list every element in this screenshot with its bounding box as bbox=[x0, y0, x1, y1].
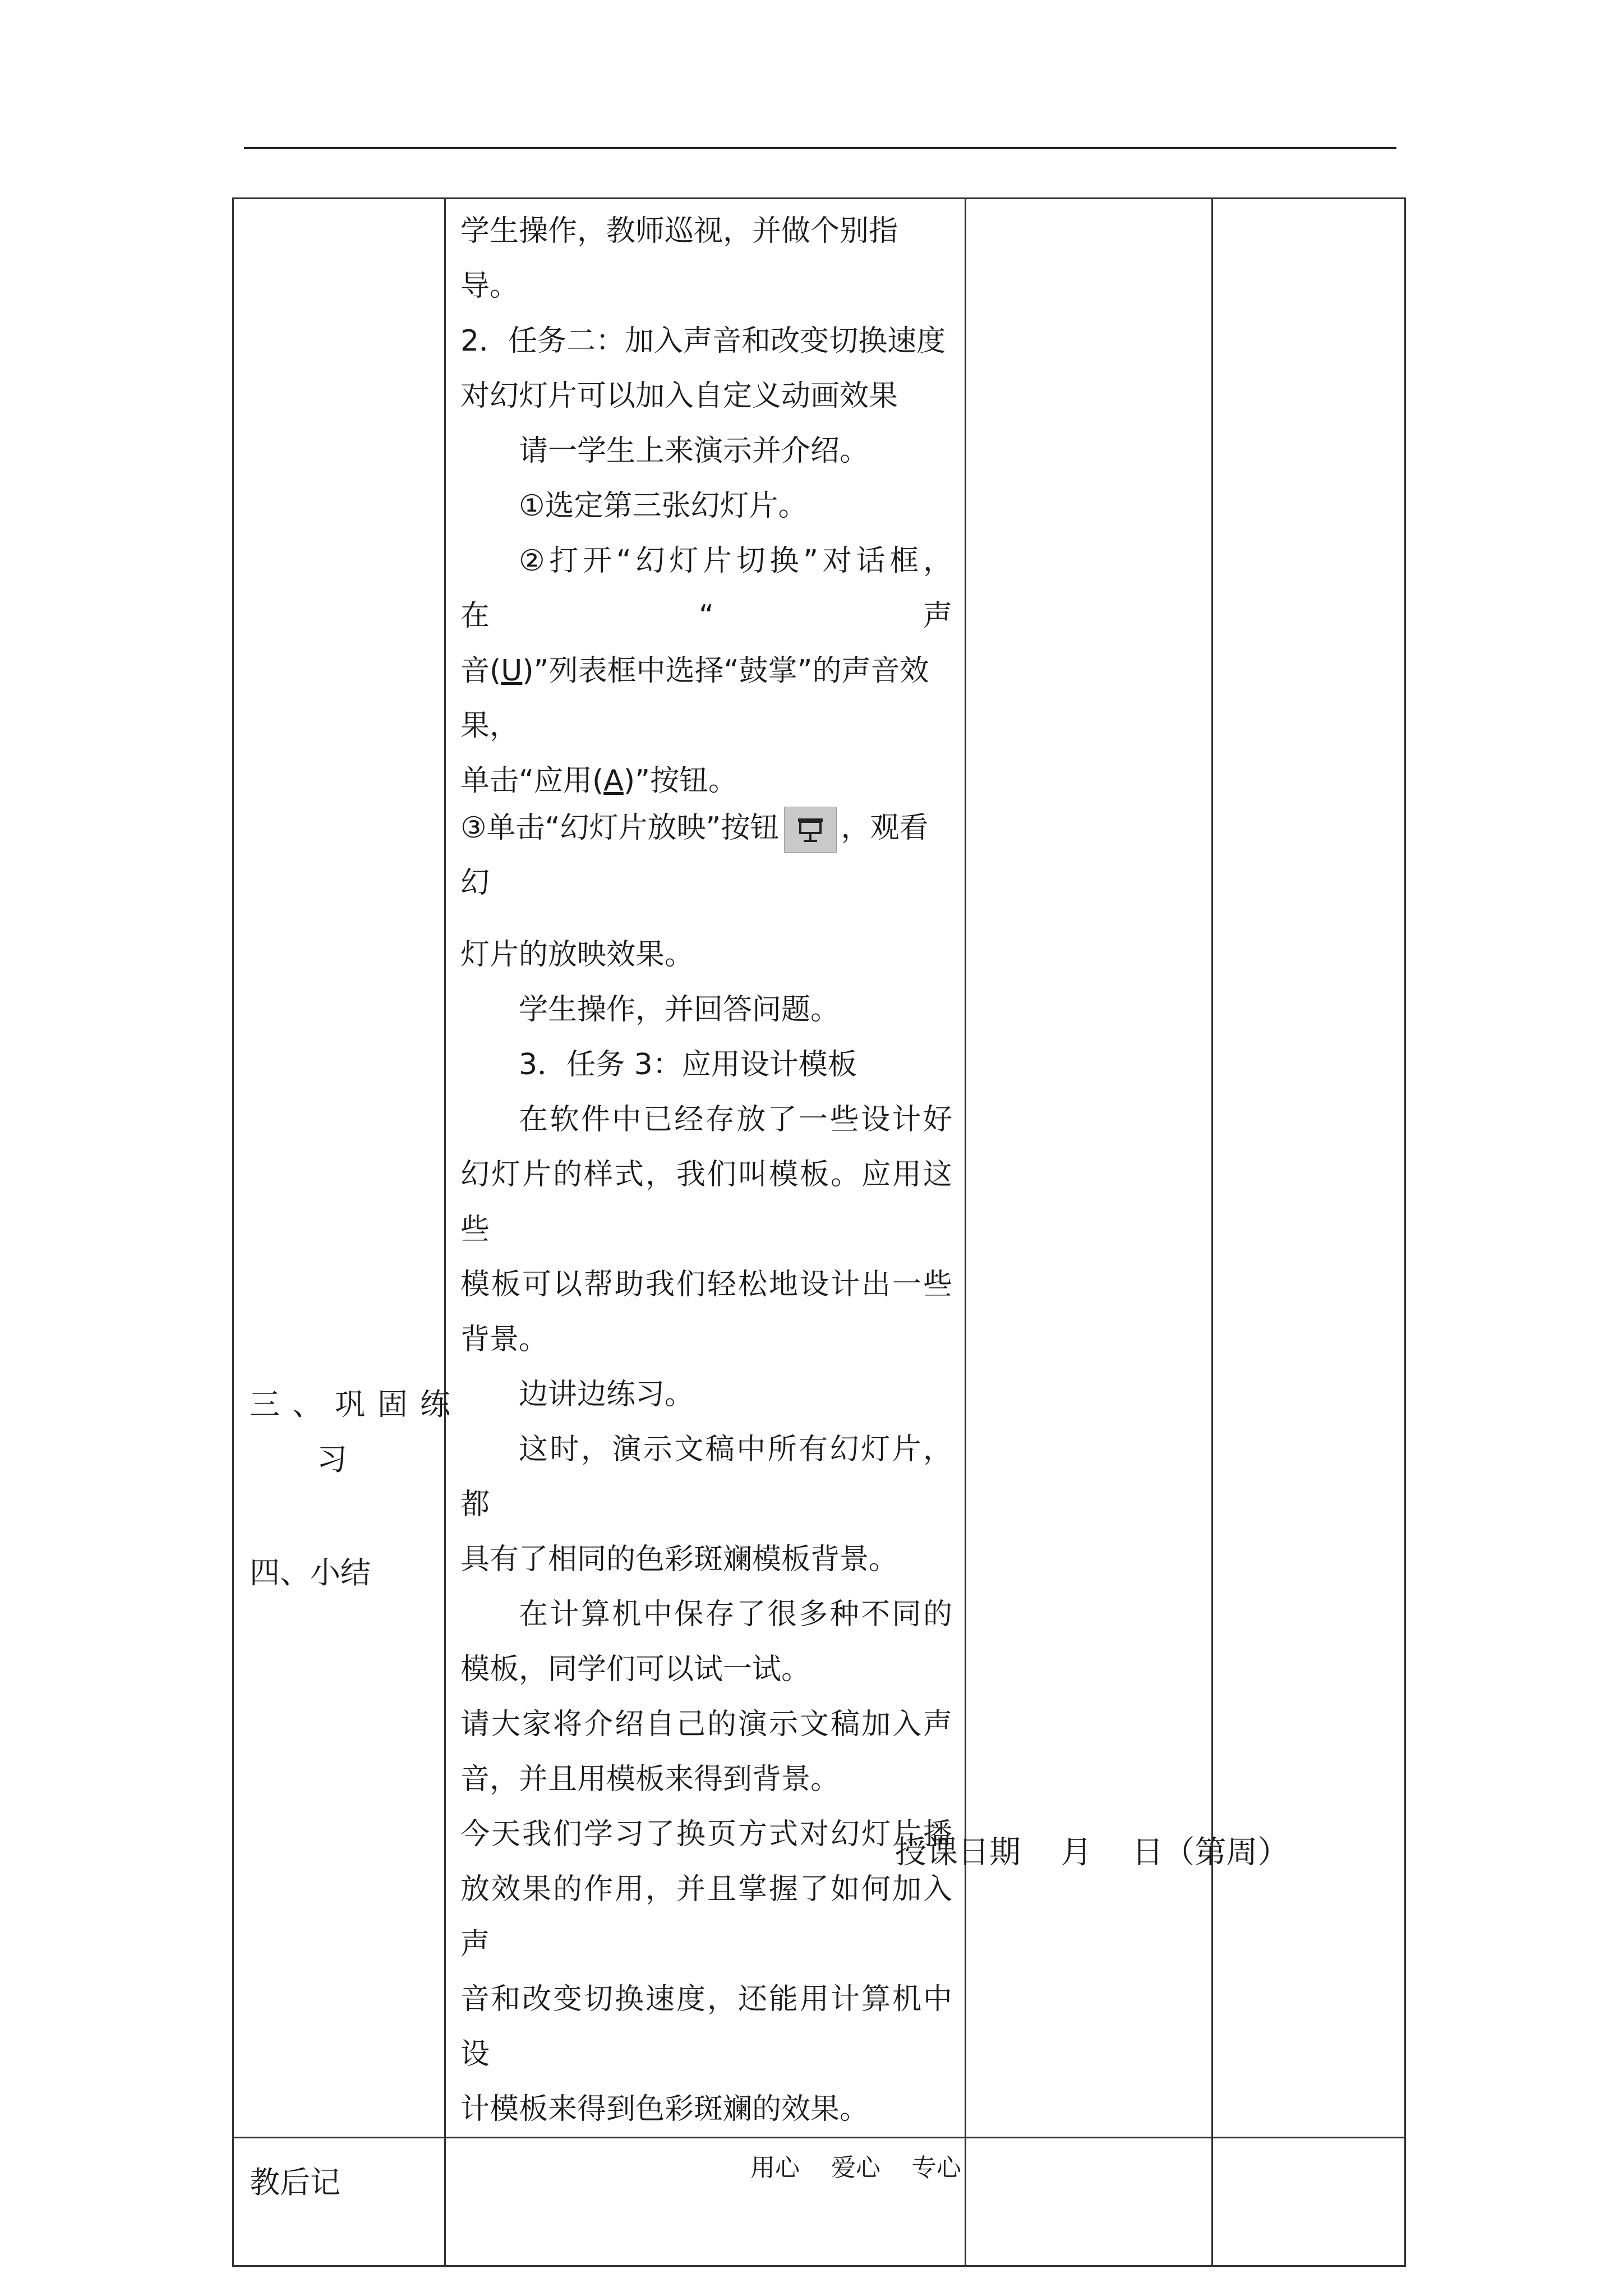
text-fragment: 单击“应用( bbox=[460, 764, 604, 798]
text-line: 具有了相同的色彩斑斓模板背景。 bbox=[460, 1543, 898, 1576]
text-fragment: )”列表框中选择“鼓掌”的声音效果， bbox=[460, 654, 929, 743]
section-label-cell bbox=[233, 199, 463, 2138]
text-line: 放效果的作用，并且掌握了如何加入声 bbox=[460, 1872, 952, 1961]
lesson-content-cell bbox=[445, 199, 966, 2138]
text-fragment: ③单击“幻灯片放映”按钮 bbox=[460, 811, 780, 845]
text-line: 在计算机中保存了很多种不同的 bbox=[519, 1598, 952, 1631]
section-practice-label-cont: 习 bbox=[317, 1442, 347, 1477]
underlined-shortcut: A bbox=[603, 764, 624, 798]
text-line: 对幻灯片可以加入自定义动画效果 bbox=[460, 379, 898, 413]
text-line: 请大家将介绍自己的演示文稿加入声 bbox=[460, 1708, 952, 1741]
text-line: ②打开“幻灯片切换”对话框，在“声 bbox=[460, 544, 952, 633]
section-practice-label: 三、巩固练 bbox=[250, 1387, 463, 1422]
text-line: 学生操作，并回答问题。 bbox=[519, 993, 840, 1027]
text-fragment: ，观看幻 bbox=[460, 811, 929, 900]
text-line: 幻灯片的样式，我们叫模板。应用这些 bbox=[460, 1158, 952, 1246]
text-line bbox=[460, 800, 952, 910]
text-line: 今天我们学习了换页方式对幻灯片播 bbox=[460, 1818, 952, 1851]
text-line: 灯片的放映效果。 bbox=[460, 938, 694, 972]
text-line: 3．任务 3：应用设计模板 bbox=[519, 1048, 857, 1082]
text-line bbox=[460, 643, 952, 753]
lesson-content bbox=[446, 199, 965, 2137]
slideshow-icon bbox=[784, 807, 837, 853]
text-line: 模板，同学们可以试一试。 bbox=[460, 1653, 811, 1686]
text-line: 音，并且用模板来得到背景。 bbox=[460, 1763, 840, 1796]
text-fragment: )”按钮。 bbox=[623, 764, 738, 798]
empty-cell bbox=[1212, 2138, 1405, 2266]
header-rule bbox=[244, 147, 1396, 149]
underlined-shortcut: U bbox=[501, 654, 523, 688]
text-line: 学生操作，教师巡视，并做个别指导。 bbox=[460, 214, 898, 303]
text-line: 音和改变切换速度，还能用计算机中设 bbox=[460, 1982, 952, 2071]
text-line: 这时，演示文稿中所有幻灯片，都 bbox=[460, 1433, 952, 1521]
text-line: 边讲边练习。 bbox=[519, 1378, 694, 1411]
lesson-date: 授课日期 月 日（第周） bbox=[895, 1834, 1289, 1871]
lesson-plan-table bbox=[232, 197, 1406, 2267]
notes-label: 教后记 bbox=[250, 2165, 340, 2200]
text-line: ①选定第三张幻灯片。 bbox=[519, 489, 808, 523]
notes-label-cell bbox=[233, 2138, 445, 2266]
text-line: 计模板来得到色彩斑斓的效果。 bbox=[460, 2092, 869, 2126]
text-fragment: 音( bbox=[460, 654, 501, 688]
text-line: 请一学生上来演示并介绍。 bbox=[519, 434, 869, 468]
text-line: 背景。 bbox=[460, 1323, 548, 1356]
text-line: 2．任务二：加入声音和改变切换速度 bbox=[460, 324, 946, 358]
page-footer-motto: 用心 爱心 专心 bbox=[750, 2154, 961, 2182]
empty-cell bbox=[966, 2138, 1212, 2266]
text-line: 模板可以帮助我们轻松地设计出一些 bbox=[460, 1268, 952, 1301]
text-line: 在软件中已经存放了一些设计好 bbox=[519, 1103, 952, 1137]
section-summary-label: 四、小结 bbox=[250, 1555, 371, 1590]
